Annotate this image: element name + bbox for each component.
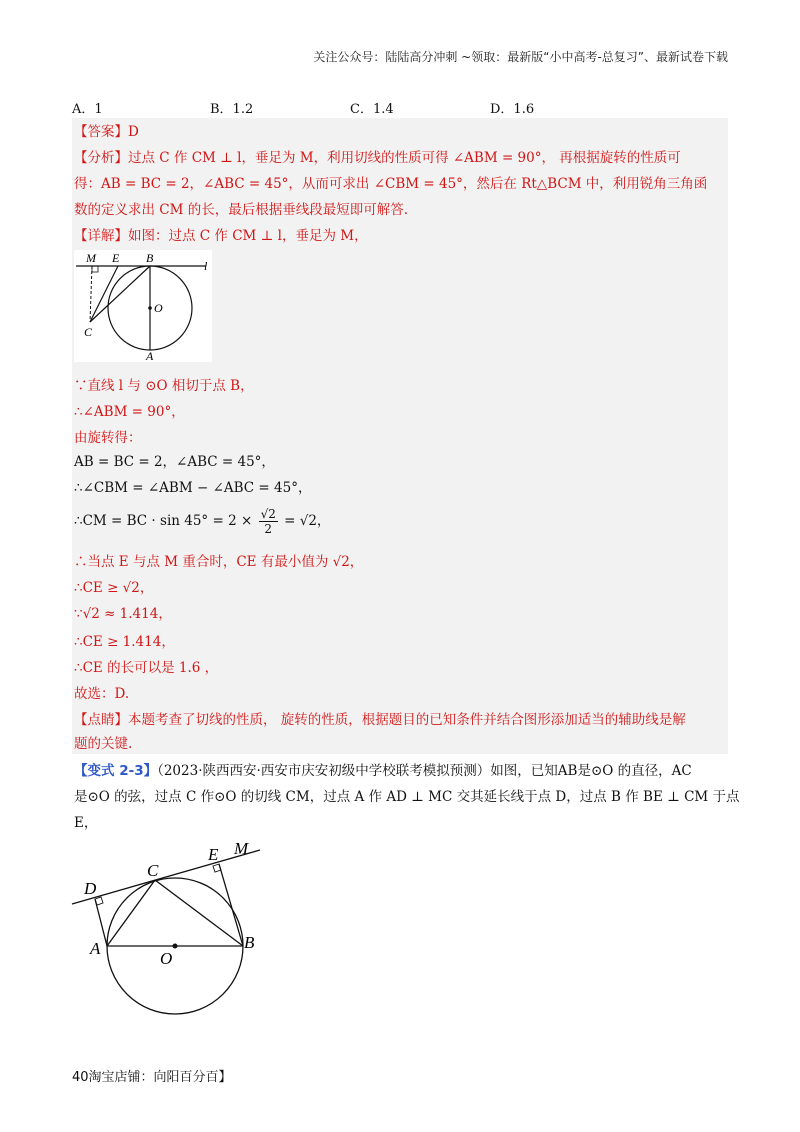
- step-12: 故选：D.: [74, 686, 130, 702]
- label-c2: C: [147, 861, 159, 880]
- fraction-sqrt2-over-2: [259, 507, 278, 536]
- label-e: E: [112, 251, 120, 265]
- step-9: ∵√2 ≈ 1.414，: [74, 606, 172, 622]
- right-angle-d: [95, 897, 103, 905]
- label-o2: O: [160, 949, 173, 968]
- option-a: A．1: [72, 102, 103, 117]
- step-5: ∴∠CBM = ∠ABM − ∠ABC = 45°，: [74, 480, 312, 496]
- answer-line: [74, 122, 139, 142]
- right-angle-mark: [92, 266, 98, 272]
- step-1: ∵直线 l 与 ⊙O 相切于点 B，: [74, 378, 254, 394]
- label-a2: A: [90, 939, 101, 958]
- variant-line-1: [74, 760, 692, 782]
- step-10: ∴CE ≥ 1.414，: [74, 634, 175, 650]
- step-6-right: = √2，: [284, 513, 331, 529]
- label-d2: D: [84, 879, 97, 898]
- step-4: AB = BC = 2，∠ABC = 45°，: [74, 454, 275, 470]
- detail-line: [74, 226, 368, 246]
- fraction-numerator: √2: [260, 507, 276, 521]
- analysis-text-1: 过点 C 作 CM ⊥ l，垂足为 M，利用切线的性质可得 ∠ABM = 90°， 再根据旋转的性质可: [128, 150, 681, 166]
- segment-be: [219, 864, 243, 946]
- tangent-line-cm: [72, 850, 260, 904]
- segment-ce: [90, 266, 118, 322]
- label-e2: E: [208, 845, 219, 864]
- step-6-left: ∴CM = BC · sin 45° = 2 ×: [74, 513, 253, 529]
- analysis-line-3: 数的定义求出 CM 的长，最后根据垂线段最短即可解答.: [74, 202, 409, 218]
- label-m: M: [86, 251, 96, 265]
- figure-variant-circle: [70, 834, 270, 1024]
- page-footer: 40淘宝店铺：向阳百分百】: [72, 1070, 232, 1085]
- page-header: 关注公众号：陆陆高分冲刺 ~领取：最新版“小中高考-总复习”、最新试卷下载: [313, 50, 728, 64]
- comment-line-1: [74, 710, 686, 730]
- segment-cm: [90, 266, 92, 322]
- step-3: 由旋转得：: [74, 430, 142, 446]
- option-b: B．1.2: [210, 102, 254, 117]
- step-11: ∴CE 的长可以是 1.6 ，: [74, 660, 219, 676]
- center-dot-2: [173, 944, 178, 949]
- detail-text: 如图：过点 C 作 CM ⊥ l，垂足为 M，: [128, 228, 368, 244]
- answer-tag: 【答案】: [74, 124, 128, 140]
- comment-text-1: 本题考查了切线的性质， 旋转的性质，根据题目的已知条件并结合图形添加适当的辅助线是解: [128, 712, 686, 728]
- detail-tag: 【详解】: [74, 228, 128, 244]
- analysis-line-1: [74, 148, 681, 168]
- chord-cb: [155, 880, 243, 946]
- variant-text-1: （2023·陕西西安·西安市庆安初级中学校联考模拟预测）如图，已知AB是⊙O 的直径，AC: [157, 763, 692, 779]
- figure-tangent-circle: [74, 250, 212, 362]
- variant-tag: 【变式 2-3】: [74, 763, 158, 779]
- segment-bc: [90, 266, 150, 322]
- comment-tag: 【点睛】: [74, 712, 128, 728]
- step-2: ∴∠ABM = 90°，: [74, 404, 185, 420]
- option-d: D．1.6: [490, 102, 535, 117]
- analysis-tag: 【分析】: [74, 150, 128, 166]
- step-6: [74, 506, 330, 536]
- analysis-line-2: 得：AB = BC = 2，∠ABC = 45°，从而可求出 ∠CBM = 45°，然后在 Rt△BCM 中，利用锐角三角函: [74, 176, 708, 192]
- label-l: l: [204, 259, 208, 273]
- label-b: B: [146, 251, 154, 265]
- center-dot: [148, 306, 152, 310]
- label-b2: B: [244, 933, 255, 952]
- label-m2: M: [234, 839, 249, 858]
- option-c: C．1.4: [350, 102, 394, 117]
- fraction-denominator: 2: [264, 522, 273, 536]
- step-7: ∴当点 E 与点 M 重合时，CE 有最小值为 √2，: [74, 554, 364, 570]
- variant-line-2: 是⊙O 的弦，过点 C 作⊙O 的切线 CM，过点 A 作 AD ⊥ MC 交其延长线于点 D，过点 B 作 BE ⊥ CM 于点: [74, 789, 740, 805]
- answer-value: D: [128, 124, 139, 140]
- label-c: C: [84, 325, 93, 339]
- comment-line-2: 题的关键.: [74, 736, 133, 752]
- label-a: A: [146, 349, 154, 362]
- label-o: O: [154, 301, 163, 315]
- step-8: ∴CE ≥ √2，: [74, 580, 154, 596]
- chord-ac: [107, 880, 155, 946]
- variant-line-3: E，: [74, 815, 98, 831]
